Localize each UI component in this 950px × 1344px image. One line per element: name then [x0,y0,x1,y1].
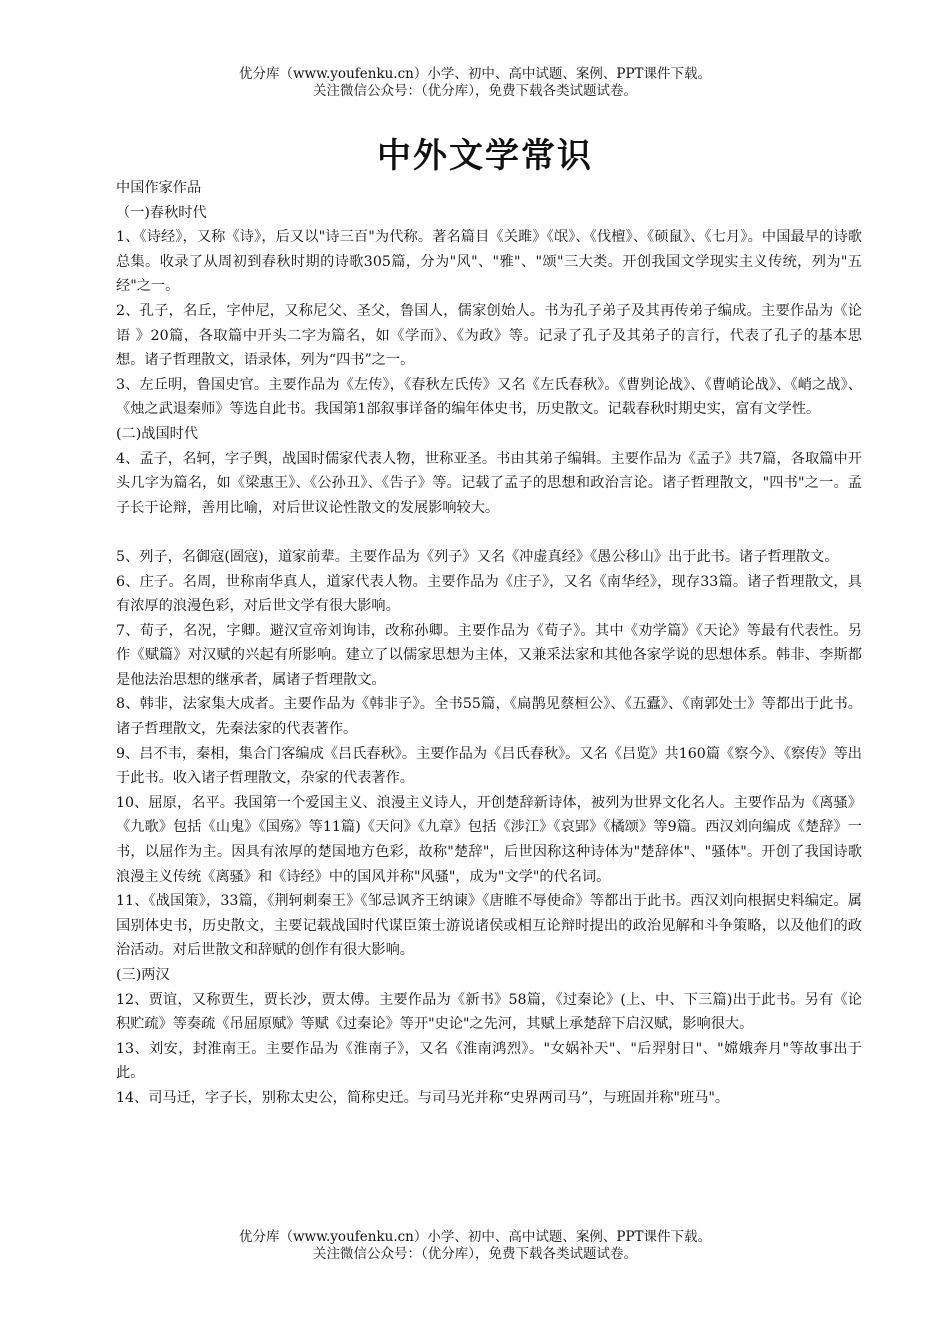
section-heading: 中国作家作品 [116,180,202,196]
footer-line-1: 优分库（www.youfenku.cn）小学、初中、高中试题、案例、PPT课件下载。 [238,1229,712,1245]
paragraph: 9、吕不韦，秦相，集合门客编成《吕氏春秋》。主要作品为《吕氏春秋》。又名《吕览》共160篇《察今》、《察传》等出于此书。收入诸子哲理散文，杂家的代表著作。 [116,745,862,787]
paragraph: 13、刘安，封淮南王。主要作品为《淮南子》，又名《淮南鸿烈》。"女娲补天"、"后羿射日"、"嫦娥奔月"等故事出于此。 [116,1040,862,1082]
subsection-heading: (三)两汉 [116,967,170,983]
paragraph: 11、《战国策》，33篇，《荆轲刺秦王》《邹忌讽齐王纳谏》《唐睢不辱使命》等都出于此书。西汉刘向根据史料编定。属国别体史书，历史散文，主要记载战国时代谋臣策士游说诸侯或相互论辩时提出的政治见解和斗争策略，以及他们的政治活动。对后世散文和辞赋的创作有很大影响。 [116,893,862,959]
paragraph: 12、贾谊，又称贾生，贾长沙，贾太傅。主要作品为《新书》58篇，《过秦论》(上、中、下三篇)出于此书。另有《论积贮疏》等奏疏《吊屈原赋》等赋《过秦论》等开"史论"之先河，其赋上承楚辞下启汉赋，影响很大。 [116,991,862,1033]
footer-line-2: 关注微信公众号：（优分库），免费下载各类试题试卷。 [313,1246,637,1262]
paragraph: 3、左丘明，鲁国史官。主要作品为《左传》，《春秋左氏传》又名《左氏春秋》。《曹刿论战》、《曹峭论战》、《峭之战》、《烛之武退秦师》等选自此书。我国第1部叙事详备的编年体史书，历史散文。记载春秋时期史实，富有文学性。 [116,376,862,418]
page-footer [0,1229,950,1263]
paragraph: 14、司马迁，字子长，别称太史公，简称史迁。与司马光并称“史界两司马”，与班固并称"班马"。 [116,1089,730,1106]
page-title: 中外文学常识 [377,136,593,176]
paragraph: 7、荀子，名况，字卿。避汉宣帝刘询讳，改称孙卿。主要作品为《荀子》。其中《劝学篇》《天论》等最有代表性。另作《赋篇》对汉赋的兴起有所影响。建立了以儒家思想为主体，又兼采法家和其他各家学说的思想体系。韩非、李斯都是他法治思想的继承者，属诸子哲理散文。 [116,622,862,688]
blank-line [116,520,862,545]
page-header [0,66,950,100]
subsection-heading: （一)春秋时代 [116,204,207,221]
paragraph: 8、韩非，法家集大成者。主要作品为《韩非子》。全书55篇，《扁鹊见蔡桓公》、《五蠹》、《南郭处士》等都出于此书。诸子哲理散文，先秦法家的代表著作。 [116,696,862,738]
paragraph: 1、《诗经》，又称《诗》，后又以"诗三百"为代称。著名篇目《关雎》《氓》、《伐檀》、《硕鼠》、《七月》。中国最早的诗歌总集。收录了从周初到春秋时期的诗歌305篇，分为"风"、"雅"、"颂"三大类。开创我国文学现实主义传统，列为"五经"之一。 [116,229,862,295]
paragraph: 10、屈原，名平。我国第一个爱国主义、浪漫主义诗人，开创楚辞新诗体，被列为世界文化名人。主要作品为《离骚》《九歌》包括《山鬼》《国殇》等11篇)《天问》《九章》包括《涉江》《哀郢》《橘颂》等9篇。西汉刘向编成《楚辞》一书，以屈作为主。因具有浓厚的楚国地方色彩，故称"楚辞"，后世因称这种诗体为"楚辞体"、"骚体"。开创了我国诗歌浪漫主义传统《离骚》和《诗经》中的国风并称"风骚"，成为"文学"的代名词。 [116,794,862,885]
paragraph: 5、列子，名御寇(圄寇)，道家前辈。主要作品为《列子》又名《冲虚真经》《愚公移山》出于此书。诸子哲理散文。 [116,548,839,565]
paragraph: 6、庄子。名周，世称南华真人，道家代表人物。主要作品为《庄子》，又名《南华经》，现存33篇。诸子哲理散文，具有浓厚的浪漫色彩，对后世文学有很大影响。 [116,573,862,615]
subsection-heading: (二)战国时代 [116,425,199,442]
header-line-2: 关注微信公众号：（优分库），免费下载各类试题试卷。 [313,83,637,99]
header-line-1: 优分库（www.youfenku.cn）小学、初中、高中试题、案例、PPT课件下载。 [238,66,712,82]
paragraph: 4、孟子，名轲，字子舆，战国时儒家代表人物，世称亚圣。书由其弟子编辑。主要作品为《孟子》共7篇，各取篇中开头几字为篇名，如《梁惠王》、《公孙丑》、《告子》等。记载了孟子的思想和政治言论。诸子哲理散文，"四书"之一。孟子长于论辩，善用比喻，对后世议论性散文的发展影响较大。 [116,450,862,516]
document-body [116,176,862,1111]
paragraph: 2、孔子，名丘，字仲尼，又称尼父、圣父，鲁国人，儒家创始人。书为孔子弟子及其再传弟子编成。主要作品为《论语 》20篇，各取篇中开头二字为篇名，如《学而》、《为政》等。记录了孔子及其弟子的言行，代表了孔子的基本思想。诸子哲理散文，语录体，列为“四书”之一。 [116,302,862,369]
